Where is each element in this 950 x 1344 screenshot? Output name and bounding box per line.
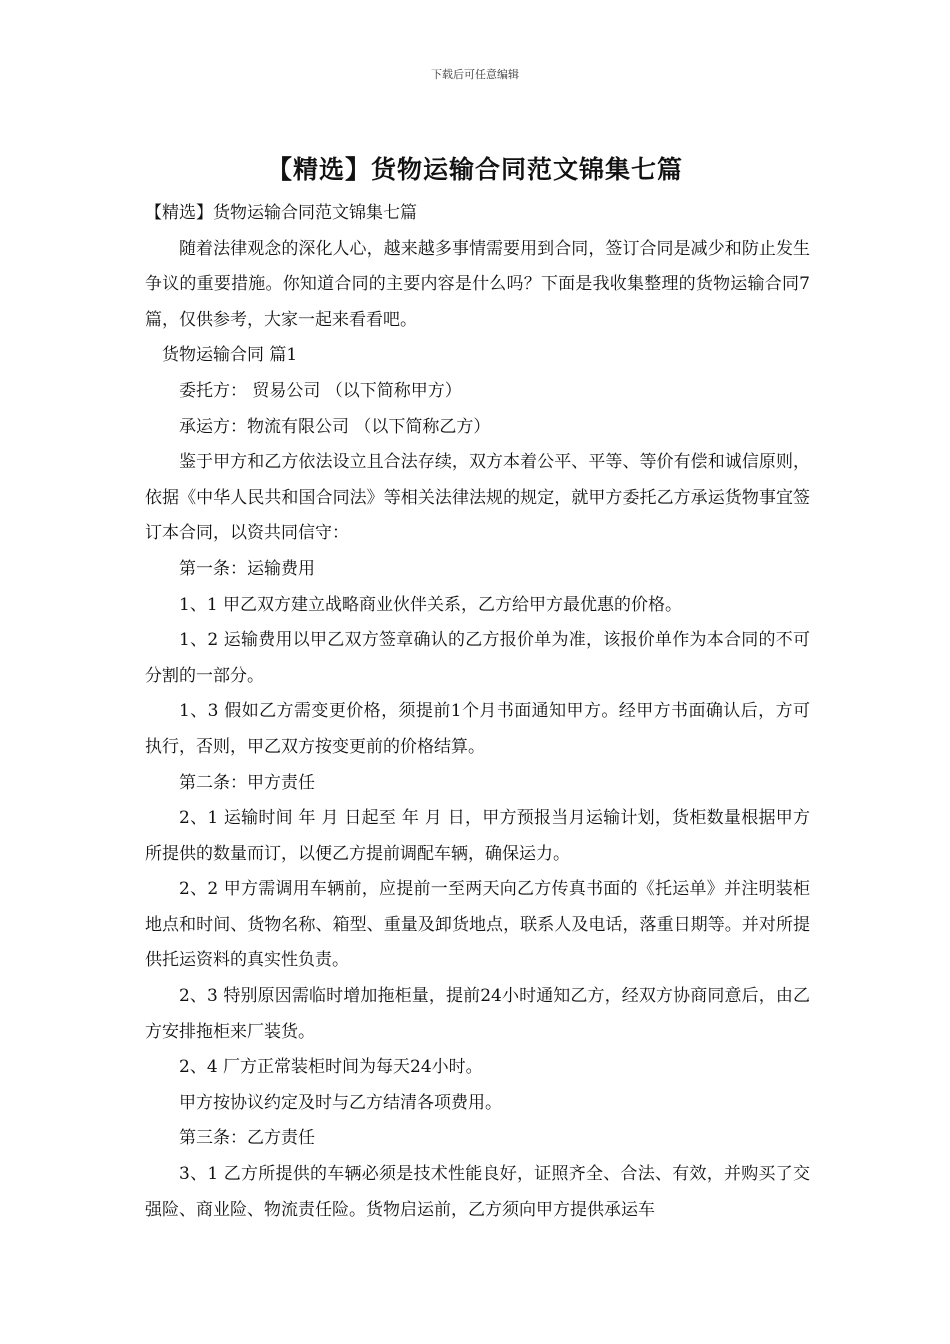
header-note: 下载后可任意编辑 [431,68,519,81]
document-body [145,196,810,1228]
page-title: 【精选】货物运输合同范文锦集七篇 [266,155,683,184]
paragraph: 2、1 运输时间 年 月 日起至 年 月 日，甲方预报当月运输计划，货柜数量根据甲方所提供的数量而订，以便乙方提前调配车辆，确保运力。 [145,808,810,864]
paragraph: 1、2 运输费用以甲乙双方签章确认的乙方报价单为准，该报价单作为本合同的不可分割的一部分。 [145,630,810,686]
section-heading: 货物运输合同 篇1 [162,345,298,366]
paragraph: 【精选】货物运输合同范文锦集七篇 [145,203,417,223]
paragraph: 3、1 乙方所提供的车辆必须是技术性能良好，证照齐全、合法、有效，并购买了交强险、商业险、物流责任险。货物启运前，乙方须向甲方提供承运车 [145,1164,810,1220]
paragraph: 1、3 假如乙方需变更价格，须提前1个月书面通知甲方。经甲方书面确认后，方可执行，否则，甲乙双方按变更前的价格结算。 [145,701,810,757]
paragraph: 承运方：物流有限公司 （以下简称乙方） [179,416,491,437]
paragraph: 随着法律观念的深化人心，越来越多事情需要用到合同，签订合同是减少和防止发生争议的重要措施。你知道合同的主要内容是什么吗？下面是我收集整理的货物运输合同7篇，仅供参考，大家一起来看看吧。 [145,238,810,330]
clause-heading: 第三条：乙方责任 [179,1128,315,1149]
paragraph: 2、2 甲方需调用车辆前，应提前一至两天向乙方传真书面的《托运单》并注明装柜地点和时间、货物名称、箱型、重量及卸货地点，联系人及电话，落重日期等。并对所提供托运资料的真实性负责。 [145,879,810,971]
paragraph: 2、4 厂方正常装柜时间为每天24小时。 [179,1057,483,1078]
paragraph: 2、3 特别原因需临时增加拖柜量，提前24小时通知乙方，经双方协商同意后，由乙方安排拖柜来厂装货。 [145,986,810,1042]
paragraph: 甲方按协议约定及时与乙方结清各项费用。 [179,1092,502,1113]
clause-heading: 第二条：甲方责任 [179,772,315,793]
paragraph: 1、1 甲乙双方建立战略商业伙伴关系，乙方给甲方最优惠的价格。 [179,594,683,615]
paragraph: 委托方： 贸易公司 （以下简称甲方） [179,380,462,401]
paragraph: 鉴于甲方和乙方依法设立且合法存续，双方本着公平、平等、等价有偿和诚信原则，依据《中华人民共和国合同法》等相关法律法规的规定，就甲方委托乙方承运货物事宜签订本合同，以资共同信守： [145,452,810,544]
clause-heading: 第一条：运输费用 [179,558,315,579]
